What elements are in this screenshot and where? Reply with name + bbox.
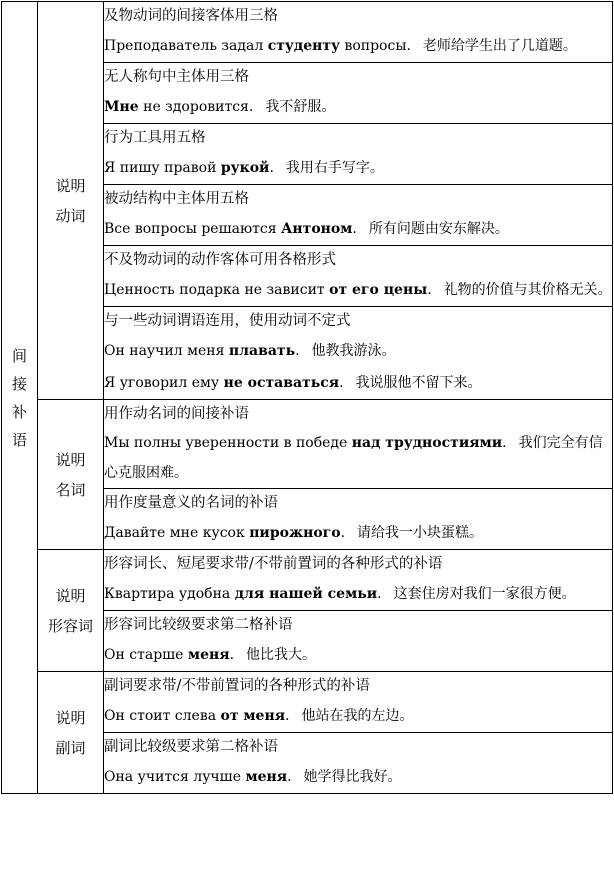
subcategory-label-line: 说明 (55, 176, 86, 195)
rule-cell (104, 400, 613, 489)
example-russian-ending: . (377, 586, 382, 602)
example-russian-text: Преподаватель задал (104, 38, 268, 54)
grammar-table-body (2, 2, 613, 794)
rule-title: 行为工具用五格 (104, 130, 206, 146)
example-russian-text: Он стоит слева (104, 708, 221, 724)
subcategory-label-line: 形容词 (47, 616, 93, 635)
example-russian-text: Квартира удобна (104, 586, 235, 602)
subcategory-label-line: 说明 (55, 450, 86, 469)
rule-cell (104, 733, 613, 794)
example-chinese-translation: 我不舒服。 (265, 99, 336, 115)
example-russian-text: Я уговорил ему (104, 375, 224, 391)
example-highlighted-complement: рукой (220, 160, 270, 176)
example-russian-ending: . (340, 525, 346, 541)
rule-title: 形容词比较级要求第二格补语 (104, 617, 293, 633)
subcategory-label-line: 动词 (55, 206, 86, 225)
rule-cell (104, 185, 613, 246)
main-category-char: 接 (11, 374, 27, 393)
example-highlighted-complement: студенту (267, 38, 340, 54)
example-highlighted-complement: Антоном (281, 221, 353, 237)
example-chinese-translation: 他比我大。 (246, 647, 317, 663)
grammar-table (1, 1, 613, 794)
rule-cell (104, 550, 613, 611)
example-sentence (104, 761, 612, 793)
subcategory-label-line: 说明 (55, 708, 86, 727)
example-chinese-translation: 我用右手写字。 (285, 160, 384, 176)
example-sentence (104, 274, 612, 306)
example-highlighted-complement: над трудностиями (351, 435, 503, 451)
rule-title: 不及物动词的动作客体可用各格形式 (104, 252, 336, 268)
example-russian-text: Мы полны уверенности в победе (104, 435, 352, 451)
main-category-char: 补 (11, 402, 27, 421)
rule-cell (104, 611, 613, 672)
example-chinese-translation: 老师给学生出了几道题。 (422, 38, 577, 54)
example-russian-text: Давайте мне кусок (104, 525, 250, 541)
example-highlighted-complement: Мне (104, 99, 139, 115)
example-highlighted-complement: не оставаться (223, 375, 340, 391)
example-chinese-translation: 这套住房对我们一家很方便。 (393, 586, 576, 602)
example-highlighted-complement: меня (245, 769, 288, 785)
example-chinese-translation: 请给我一小块蛋糕。 (357, 525, 484, 541)
example-russian-text: Она учится лучше (104, 769, 246, 785)
example-sentence (104, 152, 612, 184)
example-highlighted-complement: меня (187, 647, 230, 663)
example-sentence (104, 700, 612, 732)
example-russian-ending: вопросы. (340, 38, 411, 54)
subcategory-label-line: 副词 (55, 738, 86, 757)
main-category-cell (2, 2, 38, 794)
rule-cell (104, 124, 613, 185)
rule-title: 无人称句中主体用三格 (104, 69, 249, 85)
example-russian-ending: . (229, 647, 235, 663)
example-russian-ending: . (287, 769, 292, 785)
rule-cell (104, 2, 613, 63)
subcategory-cell (38, 2, 104, 400)
rule-title: 副词比较级要求第二格补语 (104, 739, 278, 755)
rule-cell (104, 489, 613, 550)
example-russian-text: Я пишу правой (104, 160, 221, 176)
example-sentence (104, 517, 612, 549)
example-russian-ending: . (502, 435, 507, 451)
table-row (2, 400, 613, 489)
example-russian-ending: не здоровится. (138, 99, 254, 115)
example-russian-text: Все вопросы решаются (104, 221, 281, 237)
rule-title: 副词要求带/不带前置词的各种形式的补语 (104, 678, 370, 694)
subcategory-cell (38, 550, 104, 672)
rule-cell (104, 307, 613, 400)
rule-cell (104, 672, 613, 733)
example-sentence (104, 91, 612, 123)
rule-title: 及物动词的间接客体用三格 (104, 8, 278, 24)
example-russian-text: Он научил меня (104, 343, 229, 359)
subcategory-label-line: 说明 (55, 586, 86, 605)
rule-title: 用作动名词的间接补语 (104, 406, 249, 422)
rule-cell (104, 246, 613, 307)
main-category-char: 语 (11, 430, 27, 449)
example-sentence (104, 367, 612, 399)
example-sentence (104, 428, 612, 488)
example-russian-ending: . (427, 282, 432, 298)
example-sentence (104, 30, 612, 62)
example-highlighted-complement: от его цены (329, 282, 428, 298)
rule-title: 形容词长、短尾要求带/不带前置词的各种形式的补语 (104, 556, 443, 572)
example-chinese-translation: 她学得比我好。 (303, 769, 402, 785)
subcategory-cell (38, 400, 104, 550)
table-row (2, 550, 613, 611)
example-russian-text: Ценность подарка не зависит (104, 282, 330, 298)
rule-title: 被动结构中主体用五格 (104, 191, 249, 207)
example-sentence (104, 639, 612, 671)
rule-cell (104, 63, 613, 124)
example-chinese-translation: 他教我游泳。 (311, 343, 396, 359)
example-chinese-translation: 所有问题由安东解决。 (368, 221, 509, 237)
example-russian-text: Он старше (104, 647, 188, 663)
example-sentence (104, 578, 612, 610)
main-category-char: 间 (11, 346, 27, 365)
example-chinese-translation: 他站在我的左边。 (301, 708, 414, 724)
example-highlighted-complement: от меня (220, 708, 286, 724)
example-russian-ending: . (352, 221, 357, 237)
example-sentence (104, 213, 612, 245)
rule-title: 用作度量意义的名词的补语 (104, 495, 278, 511)
rule-title: 与一些动词谓语连用，使用动词不定式 (104, 313, 351, 329)
example-highlighted-complement: плавать (228, 343, 296, 359)
example-russian-ending: . (285, 708, 290, 724)
example-highlighted-complement: пирожного (249, 525, 341, 541)
subcategory-cell (38, 672, 104, 794)
example-russian-ending: . (339, 375, 344, 391)
table-row (2, 672, 613, 733)
example-chinese-translation: 我们完全有信心克服困难。 (104, 435, 603, 481)
example-highlighted-complement: для нашей семьи (234, 586, 378, 602)
example-chinese-translation: 礼物的价值与其价格无关。 (443, 282, 612, 298)
example-russian-ending: . (269, 160, 274, 176)
example-chinese-translation: 我说服他不留下来。 (355, 375, 482, 391)
table-row (2, 2, 613, 63)
example-sentence (104, 335, 612, 367)
subcategory-label-line: 名词 (55, 480, 86, 499)
example-russian-ending: . (295, 343, 300, 359)
